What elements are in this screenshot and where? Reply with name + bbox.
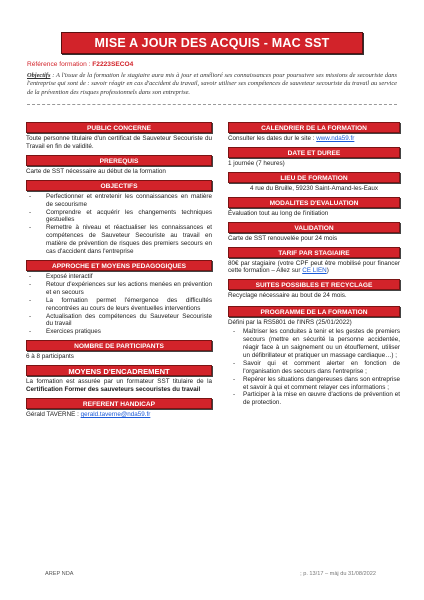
- prerequis-text: Carte de SST nécessaire au début de la formation: [26, 167, 166, 175]
- right-column: [228, 122, 400, 407]
- list-item: - Savoir qui et comment alerter en fonction de l'organisation des secours dans l'entreprise ;: [228, 360, 400, 376]
- objectives-intro-text: : A l'issue de la formation le stagiaire aura mis à jour et amélioré ses connaissances pour poursuivre ses missions de secouriste dans l'entreprise qui sont de : savoir réagir en cas d'accident du travail, savoir utiliser ses compétences de sauveteur secouriste du travail au service de la prévention des risques professionnels dans son entreprise.: [27, 72, 397, 96]
- objectifs-header: OBJECTIFS: [26, 180, 212, 191]
- objectifs-list: [26, 193, 212, 256]
- list-item: - Maîtriser les conduites à tenir et les gestes de premiers secours (mettre en sécurité la personne accidentée, réagir face à un saignement ou un étouffement, utiliser un défibrillateur et pratiquer un massage cardiaque…) ;: [228, 328, 400, 360]
- validation-header: VALIDATION: [228, 222, 400, 233]
- public-text: Toute personne titulaire d'un certificat de Sauveteur Secouriste du Travail en fin de validité.: [26, 135, 212, 150]
- encadrement-header: MOYENS D'ENCADREMENT: [26, 365, 212, 376]
- tarif-header: TARIF PAR STAGIAIRE: [228, 247, 400, 258]
- participants-header: NOMBRE DE PARTICIPANTS: [26, 340, 212, 351]
- list-item: - Exposé interactif: [26, 273, 212, 281]
- handicap-text: [26, 411, 212, 419]
- list-item: - Remettre à niveau et réactualiser les connaissances et compétences de Sauveteur Secouriste au travail en matière de prévention de risques des premiers secours en cas d'accident dans l'entreprise: [26, 224, 212, 256]
- list-item: - Retour d'expériences sur les actions menées en prévention et en secours: [26, 281, 212, 297]
- programme-list: [228, 328, 400, 407]
- objectives-intro: [27, 72, 397, 97]
- tarif-text-end: ): [326, 267, 329, 275]
- suites-header: SUITES POSSIBLES ET RECYCLAGE: [228, 279, 400, 290]
- prerequis-header: PREREQUIS: [26, 155, 212, 166]
- programme-intro: Défini par la RS5801 de l'INRS (25/01/2022): [228, 319, 352, 327]
- reference-value: F2223SECO4: [92, 61, 134, 68]
- page-title: MISE A JOUR DES ACQUIS - MAC SST: [61, 32, 363, 54]
- tarif-text-plain: 80€ par stagiaire (votre CPF peut être mobilisé pour financer cette formation – Allez sur: [228, 259, 400, 275]
- handicap-email-link[interactable]: gerald.taverne@nda59.fr: [80, 410, 151, 418]
- handicap-name: Gérald TAVERNE :: [26, 410, 81, 418]
- list-item: - Perfectionner et entretenir les connaissances en matière de secourisme: [26, 193, 212, 209]
- website-link[interactable]: www.nda59.fr: [316, 135, 355, 142]
- objectives-intro-label: Objectifs: [27, 72, 51, 79]
- list-item: - Exercices pratiques: [26, 328, 212, 336]
- public-header: PUBLIC CONCERNE: [26, 122, 212, 133]
- list-item: - La formation permet l'émergence des difficultés rencontrées au cours de leurs éventuelles interventions: [26, 297, 212, 313]
- programme-header: PROGRAMME DE LA FORMATION: [228, 306, 400, 317]
- calendrier-header: CALENDRIER DE LA FORMATION: [228, 122, 400, 133]
- suites-text: Recyclage nécessaire au bout de 24 mois.: [228, 292, 347, 300]
- reference-label: Référence formation :: [27, 61, 91, 68]
- encadrement-certification: Certification Former des sauveteurs secouristes du travail: [26, 386, 201, 394]
- calendrier-text-plain: Consulter les dates dur le site :: [228, 135, 317, 142]
- evaluation-header: MODALITES D'EVALUATION: [228, 197, 400, 208]
- date-text: 1 journée (7 heures): [228, 159, 285, 167]
- divider: [27, 104, 397, 105]
- left-column: [26, 122, 212, 423]
- list-item: - Repérer les situations dangereuses dans son entreprise et savoir à qui et comment relayer ces informations ;: [228, 376, 400, 392]
- evaluation-text: Évaluation tout au long de l'initiation: [228, 209, 329, 217]
- participants-text: 6 à 8 participants: [26, 353, 74, 361]
- lieu-text: 4 rue du Bruille, 59230 Saint-Amand-les-Eaux: [249, 184, 379, 192]
- encadrement-text: [26, 378, 212, 394]
- footer-org: AREP NDA: [45, 571, 74, 577]
- approche-list: [26, 273, 212, 336]
- list-item: - Comprendre et acquérir les changements techniques gestuelles: [26, 209, 212, 225]
- date-header: DATE ET DUREE: [228, 147, 400, 158]
- encadrement-text-plain: La formation est assurée par un formateur SST titulaire de la: [26, 378, 212, 386]
- reference-line: [27, 61, 133, 68]
- footer-page-info: ; p. 13/17 – màj du 31/08/2022: [300, 571, 376, 577]
- list-item: - Participer à la mise en œuvre d'actions de prévention et de protection.: [228, 391, 400, 407]
- cpf-link[interactable]: CE LIEN: [302, 267, 327, 275]
- calendrier-text: [228, 135, 400, 143]
- validation-text: Carte de SST renouvelée pour 24 mois: [228, 234, 338, 242]
- list-item: - Actualisation des compétences du Sauveteur Secouriste du travail: [26, 313, 212, 329]
- lieu-header: LIEU DE FORMATION: [228, 172, 400, 183]
- tarif-text: [228, 260, 400, 276]
- handicap-header: REFERENT HANDICAP: [26, 398, 212, 409]
- approche-header: APPROCHE ET MOYENS PEDAGOGIQUES: [26, 260, 212, 271]
